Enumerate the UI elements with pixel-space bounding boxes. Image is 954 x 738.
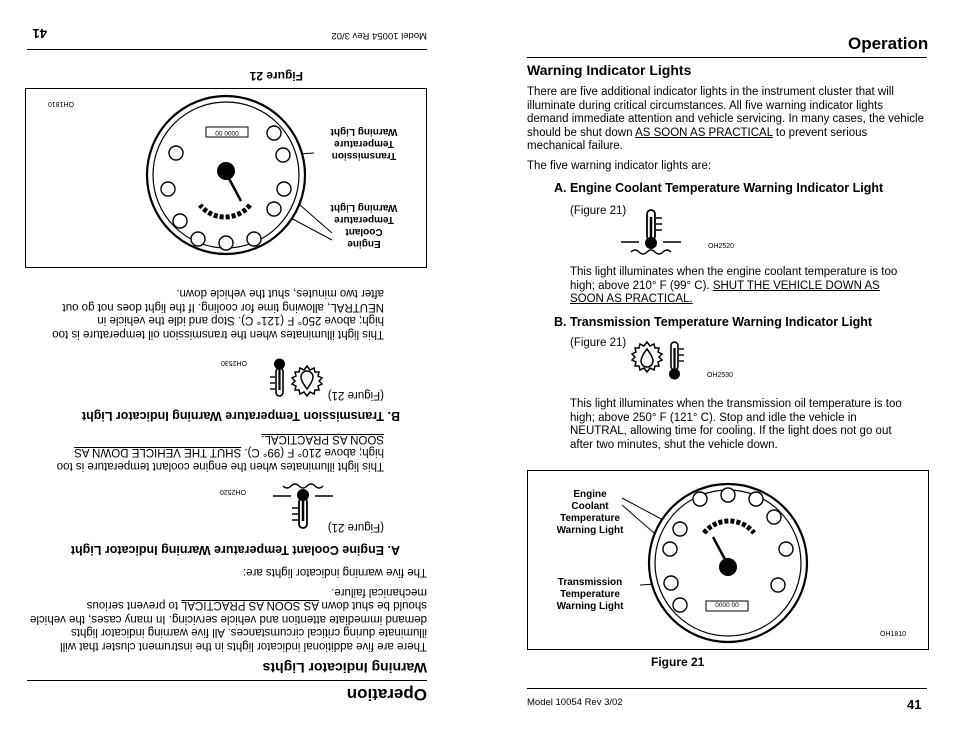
footer-model-rev: Model 10054 Rev 3/02: [331, 30, 427, 41]
fig-ref-b: (Figure 21): [327, 389, 384, 401]
page-number: 41: [32, 26, 47, 41]
header-rule: [527, 57, 927, 58]
figure-21-box: [527, 470, 929, 650]
heading-warning-lights: Warning Indicator Lights: [527, 62, 692, 78]
icon-code-a: OH2520: [708, 243, 735, 250]
body-item-a: This light illuminates when the engine coolant temperature is too high; above 210° F (99° C). SHUT THE VEHICLE DOWN AS SOON AS PRACTICAL.: [570, 266, 898, 305]
icon-code-b: OH2530: [220, 359, 247, 366]
transmission-temperature-icon: [629, 338, 689, 384]
instrument-cluster-gauge: [528, 471, 928, 649]
label-engine-coolant: Engine Coolant Temperature Warning Light: [556, 489, 624, 536]
footer-rule: [527, 688, 927, 689]
icon-code-a: OH2520: [219, 488, 246, 495]
coolant-thermometer-icon: [267, 482, 337, 530]
label-engine-coolant: Engine Coolant Temperature Warning Light: [330, 202, 398, 249]
coolant-thermometer-icon: [617, 208, 687, 256]
body-item-a: This light illuminates when the engine coolant temperature is too high; above 210° F (99° C). SHUT THE VEHICLE DOWN AS SOON AS PRACTICAL.: [56, 433, 384, 472]
fig-ref-a: (Figure 21): [570, 205, 627, 217]
figure-21-box: [25, 88, 427, 268]
intro-paragraph: There are five additional indicator lights in the instrument cluster that will illuminate during critical circumstances. All five warning indicator lights demand immediate attention and vehicle servicing. In many cases, the vehicle should be shut down AS SOON AS PRACTICAL to prevent serious mechanical failure.: [30, 586, 427, 652]
figure-code: OH1810: [47, 100, 74, 107]
body-item-b: This light illuminates when the transmission oil temperature is too high; above 250° F (121° C). Stop and idle the vehicle in NEUTRAL, allowing time for cooling. If the light does not go out after two minutes, shut the vehicle down.: [52, 287, 384, 340]
list-intro: The five warning indicator lights are:: [527, 160, 712, 172]
body-item-b: This light illuminates when the transmission oil temperature is too high; above 250° F (121° C). Stop and idle the vehicle in NEUTRAL, allowing time for cooling. If the light does not go out after two minutes, shut the vehicle down.: [570, 398, 902, 451]
right-page: [477, 0, 954, 738]
heading-item-b: B. Transmission Temperature Warning Indicator Light: [81, 409, 400, 423]
heading-warning-lights: Warning Indicator Lights: [262, 660, 427, 676]
instrument-cluster-gauge: [26, 89, 426, 267]
fig-ref-a: (Figure 21): [327, 521, 384, 533]
footer-rule: [27, 49, 427, 50]
footer-model-rev: Model 10054 Rev 3/02: [527, 697, 623, 708]
page-number: 41: [907, 697, 922, 712]
intro-paragraph: There are five additional indicator lights in the instrument cluster that will illuminate during critical circumstances. All five warning indicator lights demand immediate attention and vehicle servicing. In many cases, the vehicle should be shut down AS SOON AS PRACTICAL to prevent serious mechanical failure.: [527, 86, 924, 152]
heading-item-a: A. Engine Coolant Temperature Warning Indicator Light: [554, 181, 884, 195]
odometer-readout: 0000 00: [215, 129, 239, 136]
label-transmission-temp: Transmission Temperature Warning Light: [556, 577, 624, 612]
icon-code-b: OH2530: [707, 372, 734, 379]
odometer-readout: 0000 00: [715, 602, 739, 609]
heading-item-b: B. Transmission Temperature Warning Indicator Light: [554, 315, 873, 329]
transmission-temperature-icon: [265, 354, 325, 400]
fig-ref-b: (Figure 21): [570, 337, 627, 349]
section-title: Operation: [346, 685, 427, 704]
heading-item-a: A. Engine Coolant Temperature Warning Indicator Light: [70, 543, 400, 557]
figure-caption: Figure 21: [249, 69, 303, 83]
header-rule: [27, 680, 427, 681]
label-transmission-temp: Transmission Temperature Warning Light: [330, 126, 398, 161]
list-intro: The five warning indicator lights are:: [242, 566, 427, 578]
section-title: Operation: [848, 34, 929, 53]
figure-caption: Figure 21: [651, 655, 705, 669]
figure-code: OH1810: [880, 631, 907, 638]
